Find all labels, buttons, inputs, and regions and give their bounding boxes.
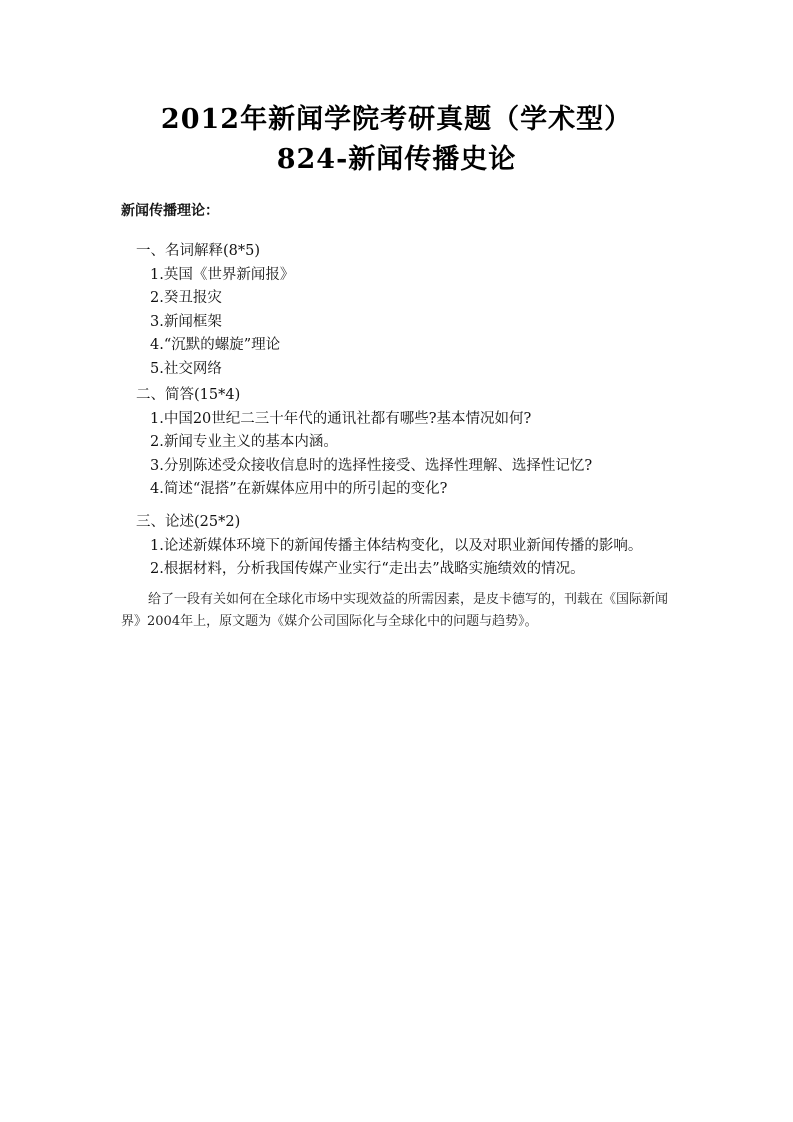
question-item: 4.“沉默的螺旋”理论 — [150, 337, 281, 353]
section-term-explanation — [136, 240, 696, 381]
question-item: 1.英国《世界新闻报》 — [150, 266, 295, 283]
question-list — [136, 264, 696, 382]
subject-heading: 新闻传播理论： — [121, 203, 219, 219]
question-list — [136, 408, 696, 502]
section-heading: 二、简答(15*4) — [136, 387, 241, 403]
section-essay — [136, 511, 696, 582]
document-subtitle: 824-新闻传播史论 — [276, 144, 517, 175]
section-short-answer — [136, 384, 696, 502]
question-item: 3.新闻框架 — [150, 313, 222, 330]
question-item: 3.分别陈述受众接收信息时的选择性接受、选择性理解、选择性记忆? — [150, 457, 593, 474]
document-title: 2012年新闻学院考研真题（学术型） — [160, 104, 633, 135]
section-heading: 三、论述(25*2) — [136, 514, 241, 530]
question-item: 5.社交网络 — [150, 360, 222, 377]
question-item: 2.新闻专业主义的基本内涵。 — [150, 434, 338, 450]
question-item: 2.根据材料，分析我国传媒产业实行“走出去”战略实施绩效的情况。 — [150, 561, 585, 577]
material-note: 给了一段有关如何在全球化市场中实现效益的所需因素，是皮卡德写的，刊载在《国际新闻界》2004年上，原文题为《媒介公司国际化与全球化中的问题与趋势》。 — [121, 592, 669, 629]
question-item: 2.癸丑报灾 — [150, 290, 222, 306]
section-heading: 一、名词解释(8*5) — [136, 243, 261, 259]
question-item: 1.中国20世纪二三十年代的通讯社都有哪些?基本情况如何? — [150, 410, 532, 427]
question-list — [136, 535, 696, 582]
question-item: 1.论述新媒体环境下的新闻传播主体结构变化，以及对职业新闻传播的影响。 — [150, 537, 643, 554]
question-item: 4.简述“混搭”在新媒体应用中的所引起的变化? — [150, 481, 448, 497]
